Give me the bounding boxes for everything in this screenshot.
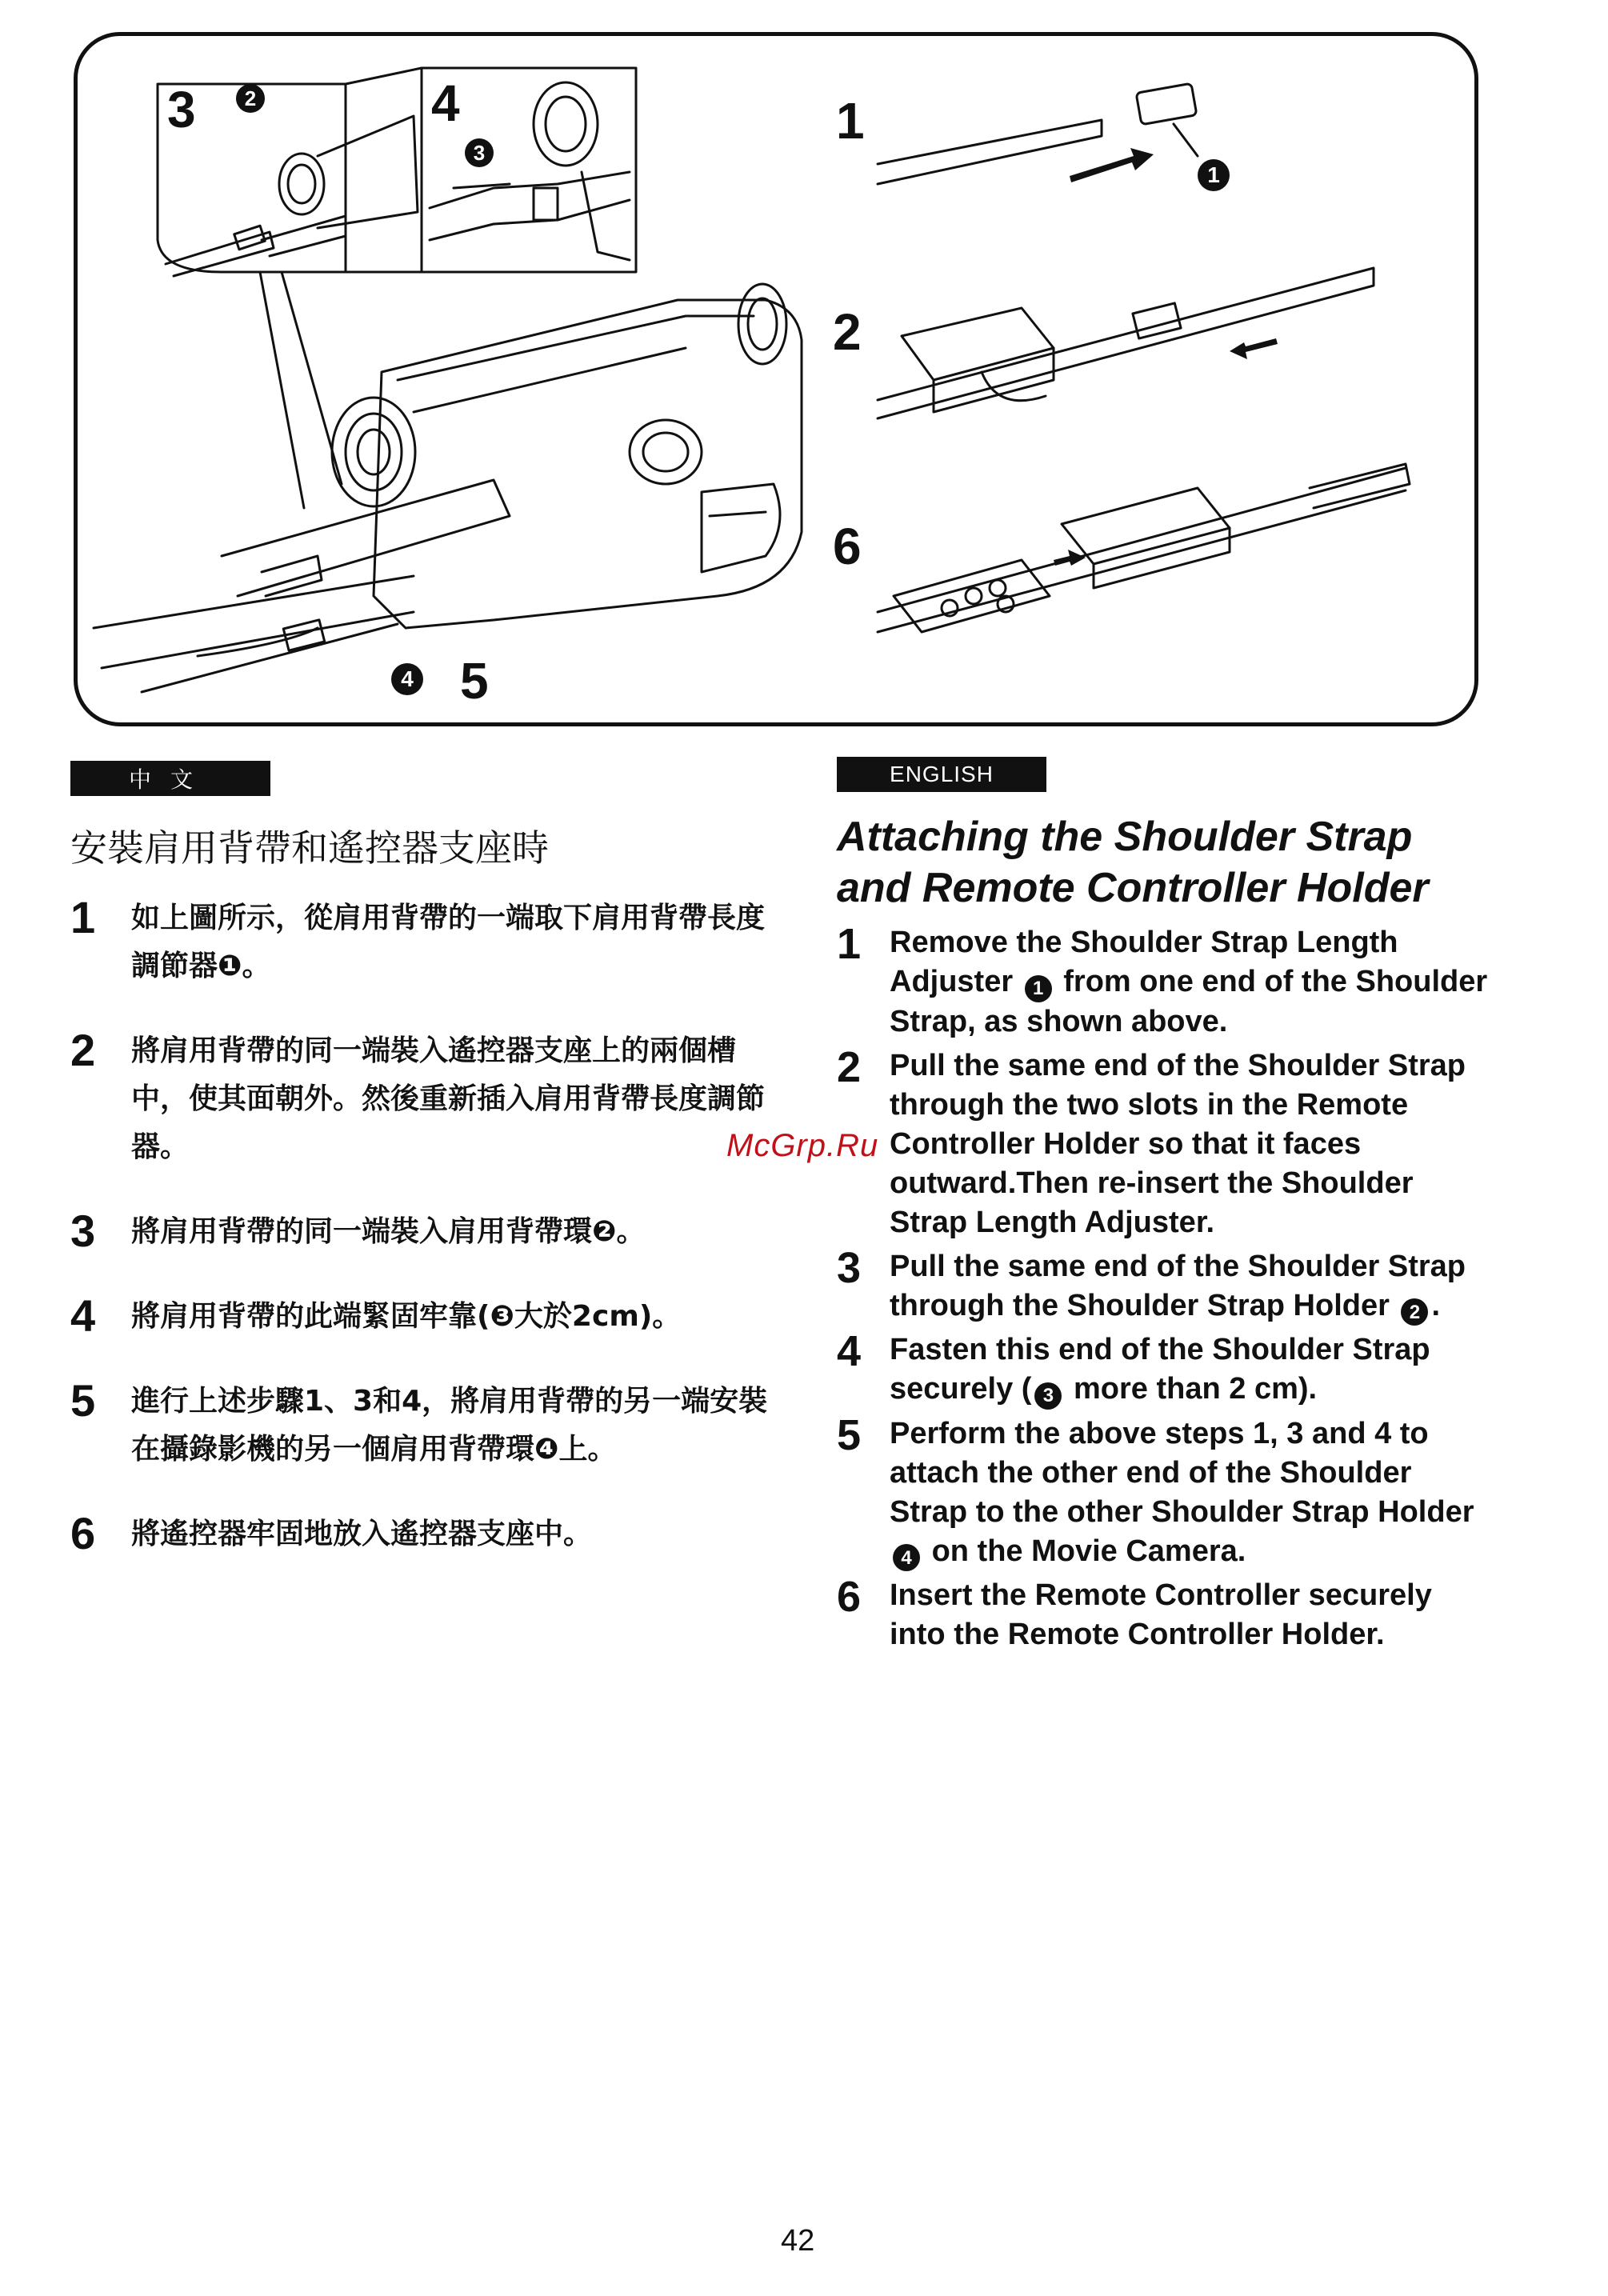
step-label-5: 5: [460, 652, 489, 710]
callout-icon: 4: [893, 1544, 920, 1571]
en-step-num: 2: [837, 1042, 862, 1091]
callout-icon: 1: [1025, 975, 1052, 1002]
en-step-num: 3: [837, 1243, 862, 1292]
callout-2: 2: [236, 84, 265, 113]
callout-icon: 3: [1034, 1382, 1062, 1410]
en-step-text: Insert the Remote Controller securely into the Remote Controller Holder.: [890, 1578, 1432, 1651]
en-step-text: Pull the same end of the Shoulder Strap through the Shoulder Strap Holder 2 .: [890, 1247, 1493, 1326]
page-number: 42: [781, 2224, 815, 2258]
zh-step-num: 6: [70, 1508, 96, 1558]
zh-step-num: 5: [70, 1375, 96, 1426]
instruction-illustration: [74, 32, 1478, 726]
en-step: [837, 1042, 1493, 1242]
english-column: [837, 811, 1493, 1659]
zh-step-text: 將肩用背帶的同一端裝入肩用背帶環❷。: [131, 1215, 646, 1248]
en-step-num: 6: [837, 1573, 862, 1621]
en-step-num: 1: [837, 920, 862, 968]
step-label-2: 2: [833, 303, 862, 361]
chinese-section-tag: 中文: [70, 761, 270, 796]
zh-step-num: 4: [70, 1290, 96, 1341]
zh-step: [70, 1290, 774, 1341]
step-label-3: 3: [167, 81, 196, 138]
en-step-text: Pull the same end of the Shoulder Strap through the two slots in the Remote Controller Holder so that it faces outward.Then re-insert the Shoulder Strap Length Adjuster.: [890, 1048, 1466, 1239]
zh-step: [70, 1208, 774, 1256]
step-label-6: 6: [833, 518, 862, 575]
en-step-num: 4: [837, 1327, 862, 1375]
zh-step: [70, 1027, 774, 1171]
zh-step: [70, 1510, 774, 1558]
arrow-left-2: [1230, 338, 1278, 359]
zh-step: [70, 1375, 774, 1474]
zh-step-num: 1: [70, 892, 96, 942]
zh-step-text: 將肩用背帶的同一端裝入遙控器支座上的兩個槽中，使其面朝外。然後重新插入肩用背帶長度調節器。: [131, 1034, 766, 1163]
zh-step: [70, 894, 774, 990]
callout-1: 1: [1198, 159, 1230, 191]
en-step: [837, 920, 1493, 1042]
callout-4: 4: [391, 663, 423, 695]
en-step-text: Fasten this end of the Shoulder Strap securely ( 3 more than 2 cm).: [890, 1330, 1493, 1410]
en-step-text: Perform the above steps 1, 3 and 4 to attach the other end of the Shoulder Strap to the other Shoulder Strap Holder 4 on the Movie Camera.: [890, 1414, 1493, 1572]
en-step-num: 5: [837, 1410, 862, 1459]
english-section-tag: ENGLISH: [837, 757, 1046, 792]
zh-step-text: 如上圖所示，從肩用背帶的一端取下肩用背帶長度調節器❶。: [131, 902, 766, 982]
callout-icon: 2: [1401, 1298, 1428, 1326]
arrow-right-6: [1054, 550, 1086, 566]
step-label-4: 4: [431, 74, 460, 132]
zh-step-num: 3: [70, 1206, 96, 1256]
en-step-text: Remove the Shoulder Strap Length Adjuster 1 from one end of the Shoulder Strap, as shown above.: [890, 926, 1488, 1038]
en-step: [837, 1573, 1493, 1654]
zh-step-text: 將遙控器牢固地放入遙控器支座中。: [131, 1518, 593, 1550]
zh-step-num: 2: [70, 1025, 96, 1075]
en-step: [837, 1243, 1493, 1326]
chinese-title: 安裝肩用背帶和遙控器支座時: [70, 826, 549, 870]
zh-step-text: 進行上述步驟1、3和4，將肩用背帶的另一端安裝在攝錄影機的另一個肩用背帶環❹上。: [131, 1385, 768, 1466]
camcorder-strap-drawing: [78, 36, 1474, 722]
arrow-right-1: [1070, 148, 1154, 182]
english-title: Attaching the Shoulder Strap and Remote Controller Holder: [837, 814, 1429, 911]
chinese-column: [70, 819, 774, 1595]
watermark: McGrp.Ru: [726, 1128, 879, 1163]
en-step: [837, 1410, 1493, 1572]
callout-3: 3: [465, 138, 494, 167]
zh-step-text: 將肩用背帶的此端緊固牢靠(❸大於2cm)。: [131, 1300, 682, 1333]
step-label-1: 1: [836, 92, 865, 150]
en-step: [837, 1327, 1493, 1410]
